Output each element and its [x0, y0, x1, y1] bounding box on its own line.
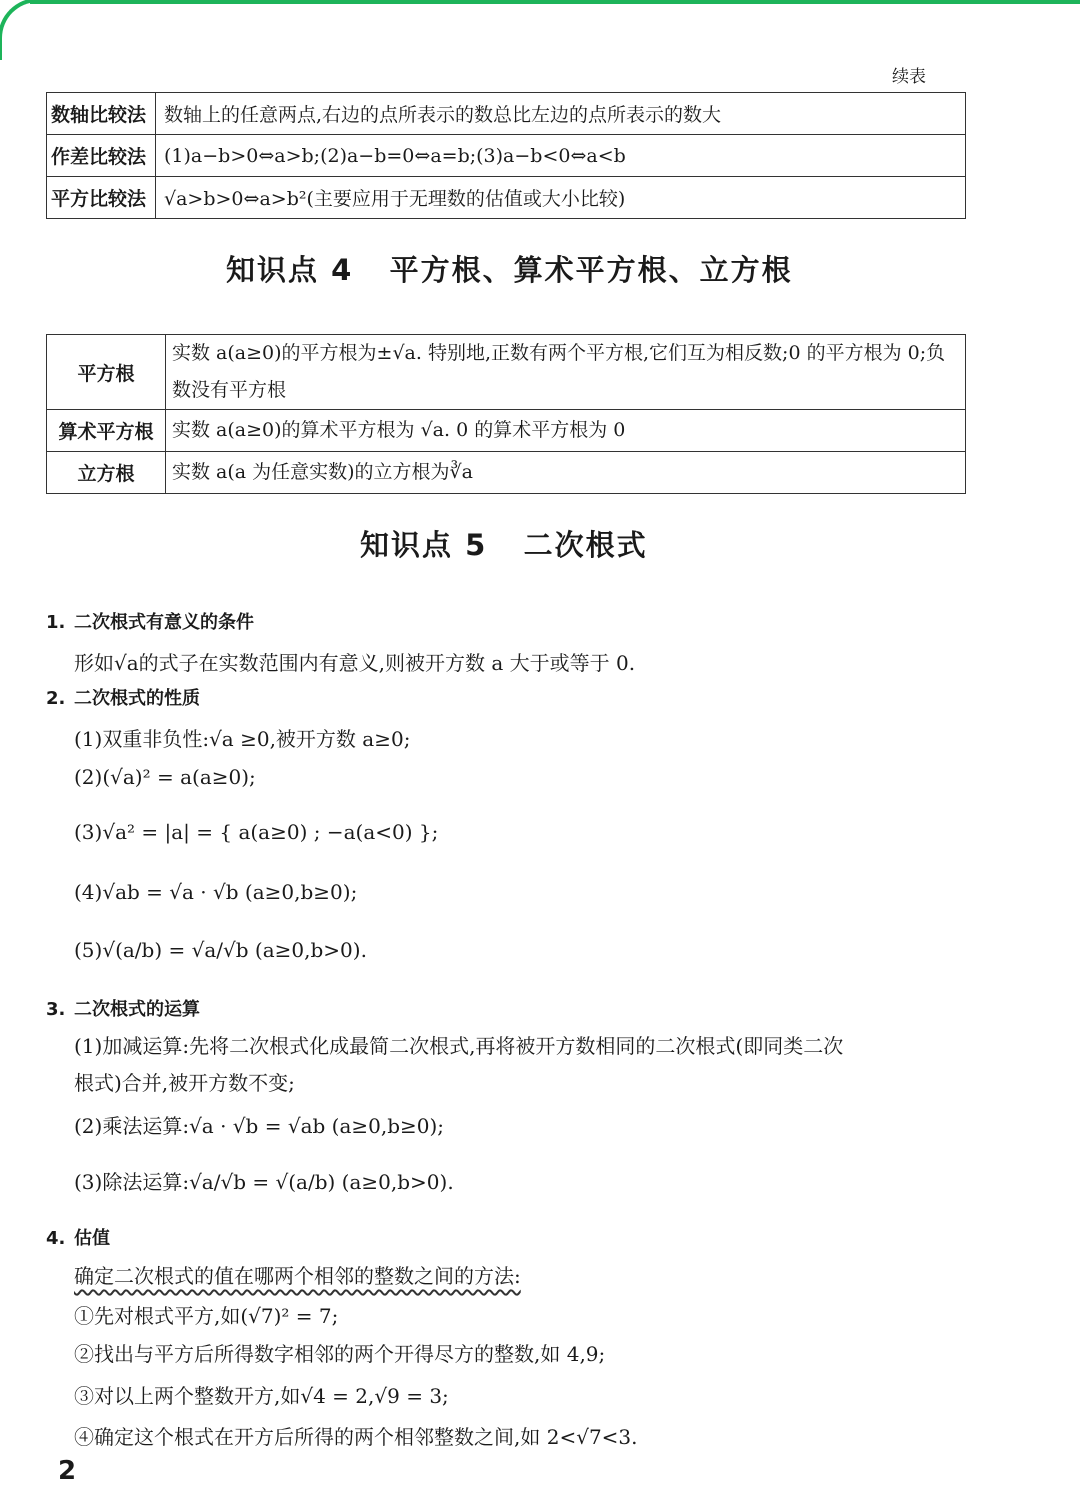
table-row — [47, 410, 966, 452]
roots-table — [46, 334, 966, 494]
text-line: (1)加减运算:先将二次根式化成最简二次根式,再将被开方数相同的二次根式(即同类二次 — [74, 1034, 844, 1058]
comparison-methods-table — [46, 92, 966, 219]
page-corner-decoration — [0, 0, 1080, 60]
table-row — [47, 452, 966, 494]
page-number: 2 — [58, 1456, 77, 1486]
section-number: 2. — [46, 688, 66, 709]
row-head: 平方根 — [47, 335, 166, 410]
section-number: 1. — [46, 612, 66, 633]
section-number: 3. — [46, 999, 66, 1020]
row-head: 平方比较法 — [47, 177, 156, 219]
text-line: (5)√(a/b) = √a/√b (a≥0,b>0). — [74, 938, 367, 962]
knowledge-point-4-title: 知识点 4 平方根、算术平方根、立方根 — [226, 253, 793, 287]
row-body: 实数 a(a≥0)的算术平方根为 √a. 0 的算术平方根为 0 — [166, 410, 966, 452]
section-heading — [46, 1224, 110, 1250]
row-head: 算术平方根 — [47, 410, 166, 452]
text-line: 形如√a的式子在实数范围内有意义,则被开方数 a 大于或等于 0. — [74, 651, 636, 675]
table-row — [47, 135, 966, 177]
text-line: 根式)合并,被开方数不变; — [74, 1071, 295, 1095]
section-heading — [46, 684, 200, 710]
section-title: 二次根式的性质 — [74, 688, 200, 709]
row-body: √a>b>0⇔a>b²(主要应用于无理数的估值或大小比较) — [156, 177, 966, 219]
table-row — [47, 177, 966, 219]
text-line: ④确定这个根式在开方后所得的两个相邻整数之间,如 2<√7<3. — [74, 1425, 638, 1449]
text-line: ①先对根式平方,如(√7)² = 7; — [74, 1304, 339, 1328]
method-heading: 确定二次根式的值在哪两个相邻的整数之间的方法: — [74, 1264, 521, 1288]
section-heading — [46, 995, 200, 1021]
knowledge-point-5-title: 知识点 5 二次根式 — [360, 528, 648, 562]
text-line: (4)√ab = √a · √b (a≥0,b≥0); — [74, 880, 358, 904]
row-head: 数轴比较法 — [47, 93, 156, 135]
text-line: (3)√a² = |a| = { a(a≥0) ; −a(a<0) }; — [74, 820, 439, 844]
row-body: 实数 a(a 为任意实数)的立方根为∛a — [166, 452, 966, 494]
text-line: (1)双重非负性:√a ≥0,被开方数 a≥0; — [74, 727, 411, 751]
section-number: 4. — [46, 1228, 66, 1249]
text-line: ③对以上两个整数开方,如√4 = 2,√9 = 3; — [74, 1384, 449, 1408]
row-body: 实数 a(a≥0)的平方根为±√a. 特别地,正数有两个平方根,它们互为相反数;0 的平方根为 0;负数没有平方根 — [166, 335, 966, 410]
text-line: (2)乘法运算:√a · √b = √ab (a≥0,b≥0); — [74, 1114, 445, 1138]
continued-label: 续表 — [892, 67, 926, 86]
text-line: (2)(√a)² = a(a≥0); — [74, 765, 256, 789]
section-title: 估值 — [74, 1228, 110, 1249]
section-title: 二次根式有意义的条件 — [74, 612, 254, 633]
section-title: 二次根式的运算 — [74, 999, 200, 1020]
row-head: 立方根 — [47, 452, 166, 494]
table-row — [47, 335, 966, 410]
row-body: (1)a−b>0⇔a>b;(2)a−b=0⇔a=b;(3)a−b<0⇔a<b — [156, 135, 966, 177]
text-line: ②找出与平方后所得数字相邻的两个开得尽方的整数,如 4,9; — [74, 1342, 606, 1366]
table-row — [47, 93, 966, 135]
row-head: 作差比较法 — [47, 135, 156, 177]
row-body: 数轴上的任意两点,右边的点所表示的数总比左边的点所表示的数大 — [156, 93, 966, 135]
text-line: (3)除法运算:√a/√b = √(a/b) (a≥0,b>0). — [74, 1170, 454, 1194]
section-heading — [46, 608, 254, 634]
